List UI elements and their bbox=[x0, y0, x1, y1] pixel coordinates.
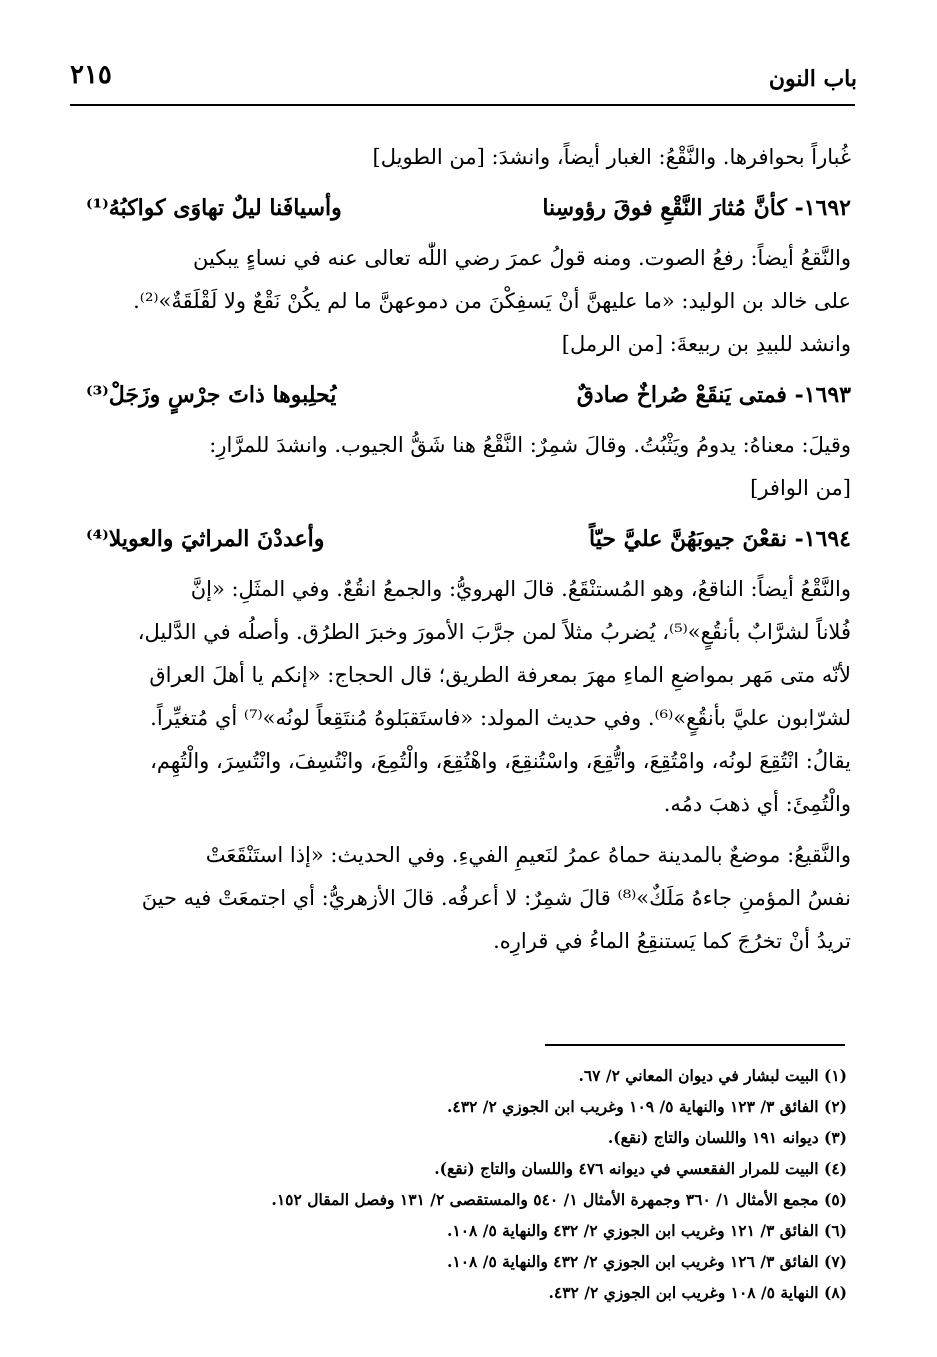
text-line: [من الوافر] bbox=[750, 476, 851, 500]
text-line: نفسُ المؤمنِ جاءهُ مَلَكٌ»⁽⁸⁾ قالَ شمِرٌ: لا أعرفُه. قالَ الأزهريُّ: أي اجتمعَتْ فيه حينَ bbox=[141, 886, 851, 910]
page-header bbox=[70, 56, 857, 96]
footnote: (٢) الفائق ٣/ ١٢٣ والنهاية ٥/ ١٠٩ وغريب ابن الجوزي ٢/ ٤٣٢. bbox=[447, 1097, 847, 1116]
verse-second-hemistich: يُحلِبوها ذاتَ جرْسٍ وزَجَلْ⁽³⁾ bbox=[86, 382, 337, 408]
footnote: (١) البيت لبشار في ديوان المعاني ٢/ ٦٧. bbox=[578, 1066, 847, 1085]
chapter-title: باب النون bbox=[768, 66, 857, 92]
verse-second-hemistich: وأسيافَنا ليلٌ تهاوَى كواكبُهُ⁽¹⁾ bbox=[86, 195, 342, 221]
verse-second-hemistich: وأعددْنَ المراثيَ والعويلا⁽⁴⁾ bbox=[86, 526, 325, 552]
text-line: وانشد للبيدِ بن ربيعةَ: [من الرمل] bbox=[561, 332, 851, 356]
text-line: وقيلَ: معناهُ: يدومُ ويَثْبُتُ. وقالَ شمِرٌ: النَّقْعُ هنا شَقُّ الجيوب. وانشدَ للمرَّارِ: bbox=[209, 433, 851, 457]
text-line: لشرّابون عليَّ بأنقُعٍ»⁽⁶⁾. وفي حديث المولد: «فاستَقبَلوهُ مُنتَقِعاً لونُه»⁽⁷⁾ أي مُتغيِّراً. bbox=[150, 706, 851, 730]
footnote: (٧) الفائق ٣/ ١٢٦ وغريب ابن الجوزي ٢/ ٤٣٢ والنهاية ٥/ ١٠٨. bbox=[447, 1252, 847, 1271]
footnote-rule bbox=[545, 1044, 845, 1046]
text-line: والنَّقْعُ أيضاً: الناقعُ، وهو المُستنْقَعُ. قالَ الهرويُّ: والجمعُ انقُعٌ. وفي المثَلِ: «إنَّ bbox=[190, 577, 851, 601]
footnote: (٥) مجمع الأمثال ١/ ٣٦٠ وجمهرة الأمثال ١/ ٥٤٠ والمستقصى ٢/ ١٣١ وفصل المقال ١٥٢. bbox=[271, 1190, 847, 1209]
text-line: والنَّقعُ أيضاً: رفعُ الصوت. ومنه قولُ عمرَ رضي اللّٰه تعالى عنه في نساءٍ يبكين bbox=[193, 246, 851, 270]
text-line: لأنّه متى مَهر بمواضعِ الماءِ مهرَ بمعرفة الطريق؛ قال الحجاج: «إنكم يا أهلَ العراق bbox=[149, 663, 851, 687]
text-line: والْتُمِئَ: أي ذهبَ دمُه. bbox=[663, 792, 851, 816]
footnote: (٣) ديوانه ١٩١ واللسان والتاج (نقع). bbox=[607, 1128, 847, 1147]
main-text bbox=[72, 136, 851, 963]
text-line: على خالد بن الوليد: «ما عليهنَّ أنْ يَسفِكْنَ من دموعهنَّ ما لم يكُنْ نَقْعٌ ولا لَقْلَقَةٌ»⁽²⁾. bbox=[133, 289, 851, 313]
verse-1692 bbox=[72, 179, 851, 237]
text-line: غُباراً بحوافرها. والنَّقْعُ: الغبار أيضاً، وانشدَ: [من الطويل] bbox=[372, 145, 851, 169]
footnote: (٨) النهاية ٥/ ١٠٨ وغريب ابن الجوزي ٢/ ٤٣٢. bbox=[548, 1283, 847, 1302]
page-number: ٢١٥ bbox=[70, 60, 112, 90]
footnote: (٦) الفائق ٣/ ١٢١ وغريب ابن الجوزي ٢/ ٤٣٢ والنهاية ٥/ ١٠٨. bbox=[447, 1221, 847, 1240]
text-line: والنَّقيعُ: موضعٌ بالمدينة حماهُ عمرُ لنَعيمِ الفيءِ. وفي الحديث: «إذا استَنْقَعَتْ bbox=[205, 843, 851, 867]
verse-first-hemistich: ١٦٩٣- فمتى يَنقَعْ صُراخٌ صادقٌ bbox=[576, 382, 851, 408]
text-line: تريدُ أنْ تخرُجَ كما يَستنقِعُ الماءُ في قرارِه. bbox=[493, 929, 851, 953]
text-line: فُلاناً لشرَّابٌ بأنقُعٍ»⁽⁵⁾، يُضربُ مثلاً لمن جرَّبَ الأمورَ وخبرَ الطرُق. وأصلُه في الدَّليل، bbox=[137, 620, 851, 644]
verse-1694 bbox=[72, 510, 851, 568]
text-line: يقالُ: انْتُقِعَ لونُه، وامْتُقِعَ، واتُّقِعَ، واسْتُنقِعَ، واهْتُقِعَ، والْتُمِعَ، وانْتُسِفَ، وانْتُسِرَ، والْتُهِم، bbox=[150, 749, 851, 773]
footnotes bbox=[90, 1060, 847, 1308]
verse-first-hemistich: ١٦٩٢- كأنَّ مُثارَ النَّقْعِ فوقَ رؤوسِنا bbox=[542, 195, 851, 221]
header-rule bbox=[70, 104, 855, 106]
verse-1693 bbox=[72, 366, 851, 424]
verse-first-hemistich: ١٦٩٤- نقعْنَ جيوبَهُنَّ عليَّ حيّاً bbox=[589, 526, 851, 552]
footnote: (٤) البيت للمرار الفقعسي في ديوانه ٤٧٦ واللسان والتاج (نقع). bbox=[434, 1159, 847, 1178]
